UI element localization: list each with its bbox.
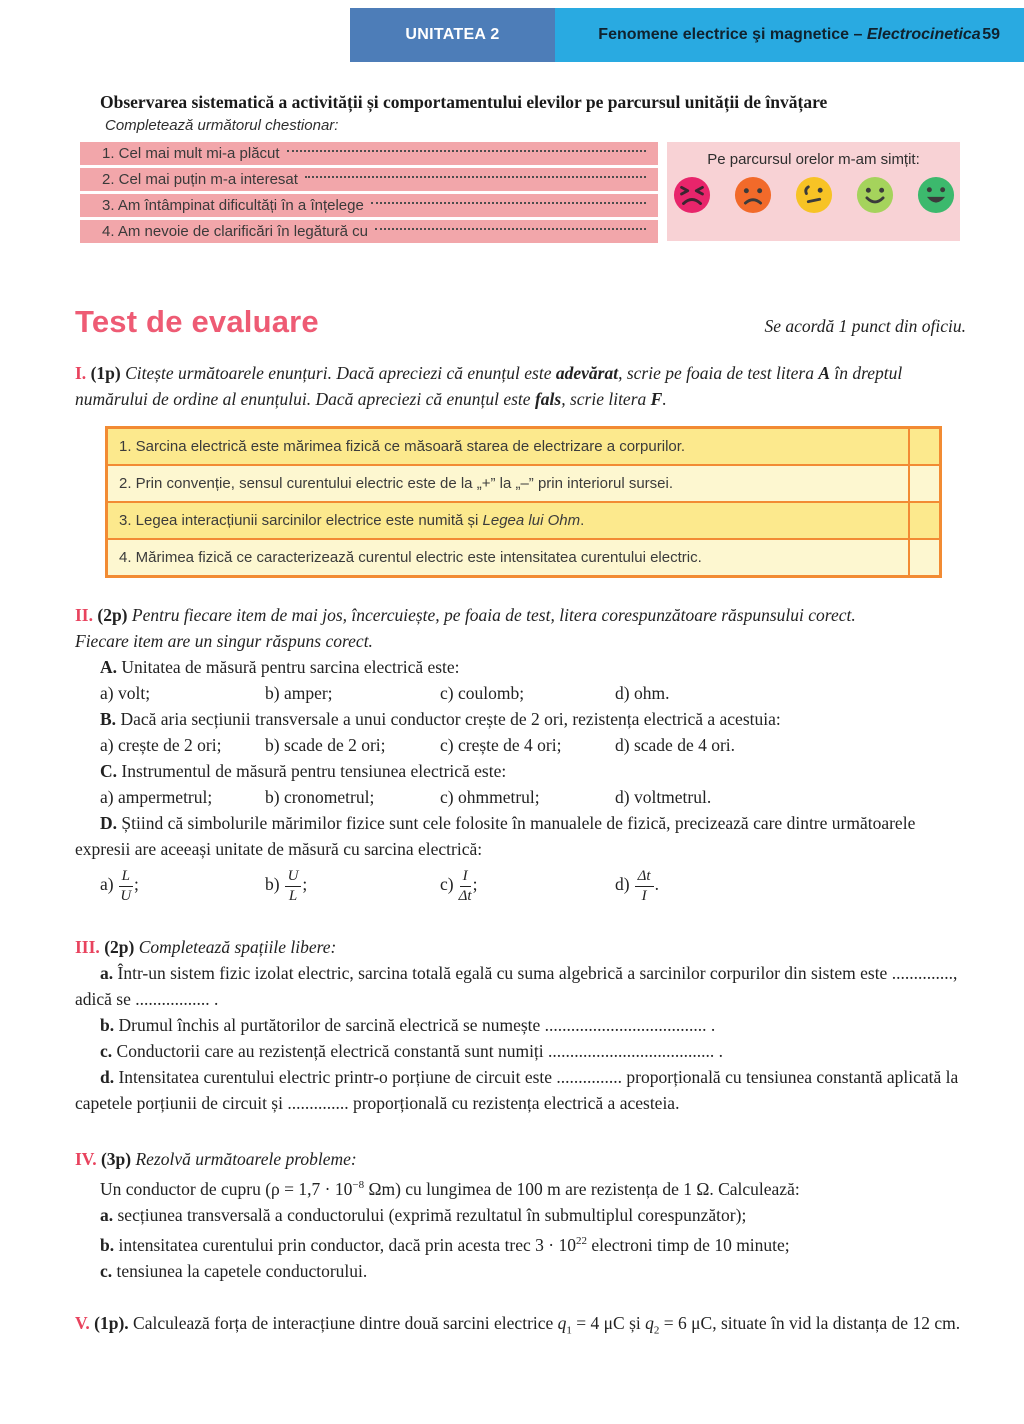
checklist-item: 2. Cel mai puțin m-a interesat <box>80 168 658 191</box>
unsure-face-icon <box>795 176 833 214</box>
item-C-options: a) ampermetrul; b) cronometrul; c) ohmmetrul; d) voltmetrul. <box>100 787 712 807</box>
checklist-item: 1. Cel mai mult mi-a plăcut <box>80 142 658 165</box>
checklist-item: 4. Am nevoie de clarificări în legătură cu <box>80 220 658 243</box>
statement-text: 1. Sarcina electrică este mărimea fizică ce măsoară starea de electrizare a corpurilor. <box>119 438 686 455</box>
questionnaire <box>80 142 966 246</box>
table-row <box>108 429 939 466</box>
blank-item-b: b. Drumul închis al purtătorilor de sarcină electrică se numește ..................................... . <box>100 1015 716 1035</box>
fraction-option: b) $\frac{U}{L}$ ; <box>265 868 308 904</box>
page-header <box>0 8 1024 62</box>
answer-cell <box>908 429 939 464</box>
mood-title: Pe parcursul orelor m-am simțit: <box>707 151 920 168</box>
checklist-item: 3. Am întâmpinat dificultăți în a înțelege <box>80 194 658 217</box>
angry-face-icon <box>673 176 711 214</box>
observation-heading: Observarea sistematică a activității și comportamentului elevilor pe parcursul unității de învățare <box>100 92 828 112</box>
laughing-face-icon <box>917 176 955 214</box>
fraction-option: d) $\frac{\Delta t}{I}$ . <box>615 868 659 904</box>
problem-item-a: a. secțiunea transversală a conductorului (exprimă rezultatul în submultiplul corespunzător); <box>100 1204 747 1225</box>
test-title-row <box>75 304 966 340</box>
problem-statement: Un conductor de cupru ($\rho = 1,7 \cdot 10^{-8}$ Ωm) cu lungimea de 100 m are rezistența de 1 Ω. Calculează: <box>100 1178 800 1199</box>
checklist <box>80 142 658 246</box>
section-II-intro: II. (2p) Pentru fiecare item de mai jos, încercuiește, pe foaia de test, litera corespunzătoare răspunsului corect. Fiecare item are un singur răspuns corect. <box>75 605 856 651</box>
table-row <box>108 540 939 575</box>
answer-cell <box>908 540 939 575</box>
smiling-face-icon <box>856 176 894 214</box>
item-D-options <box>100 868 966 904</box>
table-row <box>108 466 939 503</box>
section-III <box>75 934 966 1116</box>
fraction-option: a) $\frac{L}{U}$ ; <box>100 868 139 904</box>
section-V-problem: V. (1p). Calculează forța de interacțiune dintre două sarcini electrice $q_1 = 4$ μC și $q_2 = 6$ μC, situate în vid la distanța de 12 cm. <box>75 1312 961 1337</box>
observation-subheading: Completează următorul chestionar: <box>105 117 339 134</box>
item-A-question: A. Unitatea de măsură pentru sarcina electrică este: <box>100 657 460 677</box>
dotted-blank <box>371 202 646 204</box>
section-III-intro: III. (2p) Completează spațiile libere: <box>75 937 337 957</box>
dotted-blank <box>375 228 646 230</box>
unit-badge <box>350 8 555 62</box>
section-IV <box>75 1146 966 1284</box>
dotted-blank <box>287 150 646 152</box>
problem-item-c: c. tensiunea la capetele conductorului. <box>100 1260 368 1281</box>
statement-text: 2. Prin convenție, sensul curentului electric este de la „+” la „–” prin interiorul sursei. <box>119 475 674 492</box>
chapter-title: Fenomene electrice şi magnetice – Electrocinetica <box>598 26 981 43</box>
section-II <box>75 602 966 904</box>
statements-table <box>105 426 942 578</box>
chapter-title-bar <box>555 8 1024 62</box>
blank-item-c: c. Conductorii care au rezistență electrică constantă sunt numiți ...................................... . <box>100 1041 724 1061</box>
item-B-options: a) crește de 2 ori; b) scade de 2 ori; c) crește de 4 ori; d) scade de 4 ori. <box>100 735 736 755</box>
header-spacer <box>0 8 350 62</box>
section-IV-intro: IV. (3p) Rezolvă următoarele probleme: <box>75 1149 357 1169</box>
fraction-option: c) $\frac{I}{\Delta t}$ ; <box>440 868 478 904</box>
item-A-options: a) volt; b) amper; c) coulomb; d) ohm. <box>100 683 670 703</box>
office-note: Se acordă 1 punct din oficiu. <box>764 316 966 336</box>
item-B-question: B. Dacă aria secțiunii transversale a unui conductor crește de 2 ori, rezistența electrică a acestuia: <box>100 709 781 729</box>
sad-face-icon <box>734 176 772 214</box>
problem-item-b: b. intensitatea curentului prin conductor, dacă prin acesta trec $3 \cdot 10^{22}$ electroni timp de 10 minute; <box>100 1234 790 1255</box>
item-C-question: C. Instrumentul de măsură pentru tensiunea electrică este: <box>100 761 507 781</box>
statement-text: 4. Mărimea fizică ce caracterizează curentul electric este intensitatea curentului electric. <box>119 549 702 566</box>
test-title: Test de evaluare <box>75 304 319 339</box>
item-D-question: D. Știind că simbolurile mărimilor fizice sunt cele folosite în manualele de fizică, precizează care dintre următoarele expresii are aceeași unitate de măsură cu sarcina electrică: <box>75 813 916 859</box>
table-row <box>108 503 939 540</box>
section-I: I. (1p) Citește următoarele enunțuri. Dacă apreciezi că enunțul este adevărat, scrie pe foaia de test litera A în dreptul numărului de ordine al enunțului. Dacă apreciezi că enunțul este fals, scrie litera F. <box>75 363 903 409</box>
dotted-blank <box>305 176 646 178</box>
blank-item-d: d. Intensitatea curentului electric printr-o porțiune de circuit este ............... proporțională cu tensiunea constantă aplicată la capetele porțiunii de circuit și .............. proporțională cu rezistența electrică a acesteia. <box>75 1067 959 1113</box>
section-V <box>75 1310 966 1344</box>
mood-faces <box>673 176 955 214</box>
mood-panel <box>667 142 960 241</box>
answer-cell <box>908 503 939 538</box>
unit-label: UNITATEA 2 <box>405 26 500 43</box>
statement-text: 3. Legea interacțiunii sarcinilor electrice este numită și Legea lui Ohm. <box>119 512 585 529</box>
page-number: 59 <box>982 26 1000 43</box>
answer-cell <box>908 466 939 501</box>
blank-item-a: a. Într-un sistem fizic izolat electric, sarcina totală egală cu suma algebrică a sarcinilor corpurilor din sistem este .............., adică se ................. . <box>75 963 958 1009</box>
